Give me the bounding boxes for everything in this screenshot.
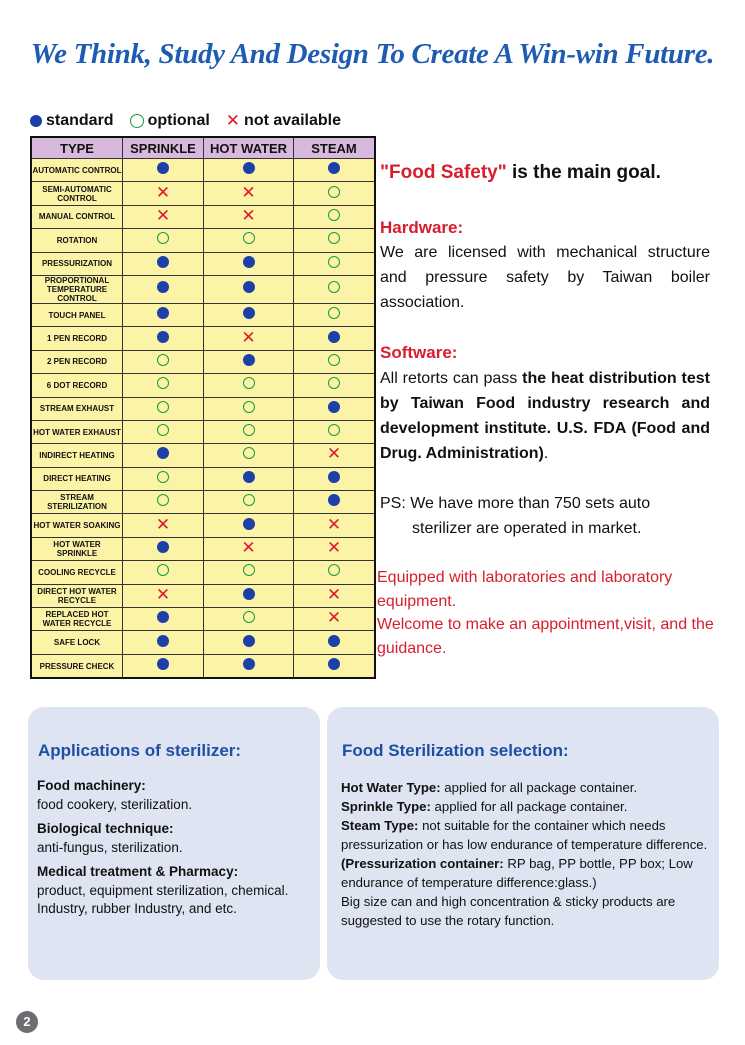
cell-hot-water: [204, 327, 294, 350]
table-header-row: [31, 137, 375, 159]
red-x-icon: ✕: [241, 327, 256, 348]
hollow-circle-icon: [157, 424, 169, 436]
filled-dot-icon: [328, 162, 340, 174]
red-x-icon: ✕: [155, 514, 171, 535]
cell-sprinkle: [123, 608, 204, 631]
hollow-circle-icon: [243, 424, 255, 436]
software-text-end: .: [543, 445, 549, 462]
software-text: [380, 366, 710, 466]
cell-steam: [294, 608, 376, 631]
cell-steam: [294, 252, 376, 275]
column-header-steam: STEAM: [294, 137, 376, 159]
hollow-circle-icon: [328, 186, 340, 198]
cell-sprinkle: [123, 303, 204, 326]
selection-item: [341, 778, 711, 797]
selection-title: Food Sterilization selection:: [342, 741, 569, 760]
cell-sprinkle: [123, 514, 204, 537]
row-type-label: ROTATION: [31, 229, 123, 252]
filled-dot-icon: [328, 401, 340, 413]
table-row: [31, 467, 375, 490]
filled-dot-icon: [243, 658, 255, 670]
filled-dot-icon: [243, 518, 255, 530]
filled-dot-icon: [157, 331, 169, 343]
application-item: [37, 863, 317, 919]
goal-highlight: "Food Safety": [380, 162, 507, 183]
cell-steam: [294, 537, 376, 560]
filled-dot-icon: [243, 471, 255, 483]
hollow-circle-icon: [328, 256, 340, 268]
legend-standard: [30, 112, 114, 130]
applications-panel: [28, 707, 320, 980]
cell-steam: [294, 467, 376, 490]
legend-optional-label: optional: [147, 112, 210, 129]
cell-sprinkle: [123, 182, 204, 205]
cell-hot-water: [204, 561, 294, 584]
cell-steam: [294, 205, 376, 228]
filled-dot-icon: [157, 307, 169, 319]
row-type-label: DIRECT HEATING: [31, 467, 123, 490]
filled-dot-icon: [157, 447, 169, 459]
filled-dot-icon: [328, 331, 340, 343]
application-term: Biological technique:: [37, 821, 174, 836]
hollow-circle-icon: [130, 114, 144, 128]
cell-sprinkle: [123, 444, 204, 467]
hollow-circle-icon: [157, 401, 169, 413]
feature-table: [30, 136, 376, 679]
hollow-circle-icon: [243, 564, 255, 576]
hollow-circle-icon: [243, 377, 255, 389]
selection-term: Steam Type:: [341, 818, 419, 833]
cell-sprinkle: [123, 420, 204, 443]
cell-sprinkle: [123, 159, 204, 182]
filled-dot-icon: [328, 635, 340, 647]
application-desc: product, equipment sterilization, chemical. Industry, rubber Industry, and etc.: [37, 882, 289, 916]
hollow-circle-icon: [328, 377, 340, 389]
cell-sprinkle: [123, 631, 204, 654]
hollow-circle-icon: [243, 401, 255, 413]
ps-line-2: sterilizer are operated in market.: [412, 520, 642, 537]
row-type-label: 6 DOT RECORD: [31, 374, 123, 397]
hollow-circle-icon: [328, 209, 340, 221]
hollow-circle-icon: [328, 307, 340, 319]
table-row: [31, 182, 375, 205]
cell-steam: [294, 303, 376, 326]
column-header-type: TYPE: [31, 137, 123, 159]
hollow-circle-icon: [157, 564, 169, 576]
cell-sprinkle: [123, 397, 204, 420]
legend-optional: [130, 112, 210, 130]
software-title: Software:: [380, 343, 458, 362]
filled-dot-icon: [328, 658, 340, 670]
filled-dot-icon: [243, 162, 255, 174]
cell-sprinkle: [123, 491, 204, 514]
cell-steam: [294, 374, 376, 397]
cell-steam: [294, 654, 376, 678]
cell-steam: [294, 327, 376, 350]
cell-hot-water: [204, 608, 294, 631]
filled-dot-icon: [243, 635, 255, 647]
red-x-icon: ✕: [326, 584, 342, 605]
cell-hot-water: [204, 159, 294, 182]
table-row: [31, 205, 375, 228]
selection-term: (Pressurization container:: [341, 856, 504, 871]
goal-rest: is the main goal.: [506, 162, 661, 183]
row-type-label: 2 PEN RECORD: [31, 350, 123, 373]
filled-dot-icon: [157, 541, 169, 553]
selection-item: [341, 816, 711, 854]
page-headline: We Think, Study And Design To Create A Win-win Future.: [30, 38, 715, 70]
table-row: [31, 275, 375, 303]
table-row: [31, 397, 375, 420]
red-x-icon: ✕: [241, 182, 256, 203]
cell-sprinkle: [123, 350, 204, 373]
cell-hot-water: [204, 350, 294, 373]
hollow-circle-icon: [243, 494, 255, 506]
cell-hot-water: [204, 420, 294, 443]
hollow-circle-icon: [157, 494, 169, 506]
selection-desc: RP bag, PP bottle, PP box; Low endurance of temperature difference:glass.): [341, 856, 693, 890]
main-goal: [380, 162, 710, 184]
page-number: 2: [16, 1011, 38, 1033]
filled-dot-icon: [328, 494, 340, 506]
cell-hot-water: [204, 374, 294, 397]
table-row: [31, 229, 375, 252]
row-type-label: HOT WATER SOAKING: [31, 514, 123, 537]
filled-dot-icon: [157, 281, 169, 293]
cell-steam: [294, 561, 376, 584]
cell-hot-water: [204, 537, 294, 560]
filled-dot-icon: [157, 162, 169, 174]
row-type-label: AUTOMATIC CONTROL: [31, 159, 123, 182]
table-row: [31, 514, 375, 537]
red-x-icon: ✕: [155, 205, 171, 226]
hollow-circle-icon: [243, 447, 255, 459]
cell-steam: [294, 229, 376, 252]
application-desc: food cookery, sterilization.: [37, 796, 193, 812]
filled-dot-icon: [243, 354, 255, 366]
row-type-label: REPLACED HOT WATER RECYCLE: [31, 608, 123, 631]
red-x-icon: ✕: [155, 584, 171, 605]
selection-desc: applied for all package container.: [440, 780, 638, 795]
cell-sprinkle: [123, 374, 204, 397]
cell-sprinkle: [123, 205, 204, 228]
table-row: [31, 327, 375, 350]
row-type-label: PRESSURIZATION: [31, 252, 123, 275]
equipment-note: [377, 566, 717, 660]
cell-sprinkle: [123, 584, 204, 607]
cell-sprinkle: [123, 275, 204, 303]
row-type-label: PROPORTIONAL TEMPERATURE CONTROL: [31, 275, 123, 303]
selection-item: [341, 854, 711, 892]
applications-list: [37, 777, 317, 925]
red-x-icon: ✕: [326, 444, 342, 465]
application-item: [37, 777, 317, 814]
filled-dot-icon: [243, 281, 255, 293]
hollow-circle-icon: [157, 354, 169, 366]
row-type-label: MANUAL CONTROL: [31, 205, 123, 228]
table-row: [31, 374, 375, 397]
hollow-circle-icon: [328, 232, 340, 244]
legend-not-available-label: not available: [244, 112, 341, 129]
hollow-circle-icon: [243, 611, 255, 623]
application-desc: anti-fungus, sterilization.: [37, 839, 183, 855]
table-row: [31, 654, 375, 678]
selection-list: [341, 778, 711, 930]
row-type-label: 1 PEN RECORD: [31, 327, 123, 350]
cell-hot-water: [204, 397, 294, 420]
column-header-sprinkle: SPRINKLE: [123, 137, 204, 159]
filled-dot-icon: [328, 471, 340, 483]
cell-steam: [294, 420, 376, 443]
software-text-bold: the heat distribution test by Taiwan Food industry research and development institute. U.S. FDA (Food and Drug. Administration): [380, 370, 711, 462]
cell-sprinkle: [123, 252, 204, 275]
table-row: [31, 252, 375, 275]
table-row: [31, 491, 375, 514]
filled-dot-icon: [157, 658, 169, 670]
hollow-circle-icon: [328, 424, 340, 436]
cell-hot-water: [204, 252, 294, 275]
row-type-label: STREAM STERILIZATION: [31, 491, 123, 514]
cell-sprinkle: [123, 467, 204, 490]
selection-closing: Big size can and high concentration & sticky products are suggested to use the rotary function.: [341, 894, 676, 928]
ps-note: [380, 491, 710, 541]
cell-steam: [294, 397, 376, 420]
table-row: [31, 444, 375, 467]
cell-hot-water: [204, 491, 294, 514]
cell-hot-water: [204, 444, 294, 467]
cell-sprinkle: [123, 229, 204, 252]
row-type-label: PRESSURE CHECK: [31, 654, 123, 678]
cell-hot-water: [204, 275, 294, 303]
cell-steam: [294, 350, 376, 373]
hollow-circle-icon: [328, 564, 340, 576]
cell-hot-water: [204, 631, 294, 654]
table-row: [31, 420, 375, 443]
row-type-label: COOLING RECYCLE: [31, 561, 123, 584]
filled-dot-icon: [157, 635, 169, 647]
table-row: [31, 350, 375, 373]
filled-dot-icon: [157, 256, 169, 268]
hollow-circle-icon: [243, 232, 255, 244]
row-type-label: HOT WATER EXHAUST: [31, 420, 123, 443]
ps-line-1: PS: We have more than 750 sets auto: [380, 495, 651, 512]
table-row: [31, 584, 375, 607]
cell-steam: [294, 491, 376, 514]
row-type-label: STREAM EXHAUST: [31, 397, 123, 420]
hollow-circle-icon: [328, 281, 340, 293]
table-row: [31, 561, 375, 584]
cell-hot-water: [204, 584, 294, 607]
column-header-hot-water: HOT WATER: [204, 137, 294, 159]
hollow-circle-icon: [328, 354, 340, 366]
application-term: Food machinery:: [37, 778, 146, 793]
table-row: [31, 303, 375, 326]
red-x-icon: ✕: [326, 514, 342, 535]
cell-sprinkle: [123, 327, 204, 350]
application-term: Medical treatment & Pharmacy:: [37, 864, 239, 879]
cell-hot-water: [204, 229, 294, 252]
selection-desc: applied for all package container.: [430, 799, 628, 814]
filled-dot-icon: [243, 256, 255, 268]
hollow-circle-icon: [157, 471, 169, 483]
table-row: [31, 159, 375, 182]
filled-dot-icon: [243, 588, 255, 600]
filled-dot-icon: [30, 115, 42, 127]
hollow-circle-icon: [157, 232, 169, 244]
legend-not-available: [226, 112, 341, 130]
selection-panel: [327, 707, 719, 980]
applications-title: Applications of sterilizer:: [38, 741, 242, 760]
red-x-icon: ✕: [326, 538, 342, 559]
row-type-label: SAFE LOCK: [31, 631, 123, 654]
cell-hot-water: [204, 182, 294, 205]
cell-steam: [294, 444, 376, 467]
row-type-label: INDIRECT HEATING: [31, 444, 123, 467]
hollow-circle-icon: [157, 377, 169, 389]
application-item: [37, 820, 317, 857]
selection-term: Hot Water Type:: [341, 780, 441, 795]
row-type-label: TOUCH PANEL: [31, 303, 123, 326]
software-text-plain: All retorts can pass: [380, 370, 523, 387]
selection-item: [341, 797, 711, 816]
equipment-line-2: Welcome to make an appointment,visit, and the guidance.: [377, 616, 714, 657]
table-row: [31, 631, 375, 654]
cell-steam: [294, 182, 376, 205]
red-x-icon: ✕: [241, 538, 256, 559]
cell-hot-water: [204, 654, 294, 678]
row-type-label: DIRECT HOT WATER RECYCLE: [31, 584, 123, 607]
cell-steam: [294, 584, 376, 607]
equipment-line-1: Equipped with laboratories and laboratory equipment.: [377, 569, 673, 610]
table-row: [31, 537, 375, 560]
cell-sprinkle: [123, 654, 204, 678]
cell-hot-water: [204, 205, 294, 228]
legend: [30, 112, 357, 130]
cell-hot-water: [204, 467, 294, 490]
hardware-text: We are licensed with mechanical structure and pressure safety by Taiwan boiler association.: [380, 244, 710, 311]
selection-desc: not suitable for the container which needs pressurization or has low endurance of temperature difference.: [341, 818, 708, 852]
cell-steam: [294, 275, 376, 303]
cell-steam: [294, 631, 376, 654]
red-x-icon: ✕: [225, 111, 241, 131]
filled-dot-icon: [243, 307, 255, 319]
red-x-icon: ✕: [155, 182, 171, 203]
cell-hot-water: [204, 303, 294, 326]
row-type-label: HOT WATER SPRINKLE: [31, 537, 123, 560]
red-x-icon: ✕: [241, 205, 256, 226]
cell-sprinkle: [123, 561, 204, 584]
cell-steam: [294, 159, 376, 182]
table-row: [31, 608, 375, 631]
hardware-title: Hardware:: [380, 218, 464, 237]
filled-dot-icon: [157, 611, 169, 623]
red-x-icon: ✕: [326, 608, 342, 629]
cell-hot-water: [204, 514, 294, 537]
legend-standard-label: standard: [46, 112, 114, 129]
row-type-label: SEMI-AUTOMATIC CONTROL: [31, 182, 123, 205]
cell-sprinkle: [123, 537, 204, 560]
cell-steam: [294, 514, 376, 537]
selection-term: Sprinkle Type:: [341, 799, 431, 814]
